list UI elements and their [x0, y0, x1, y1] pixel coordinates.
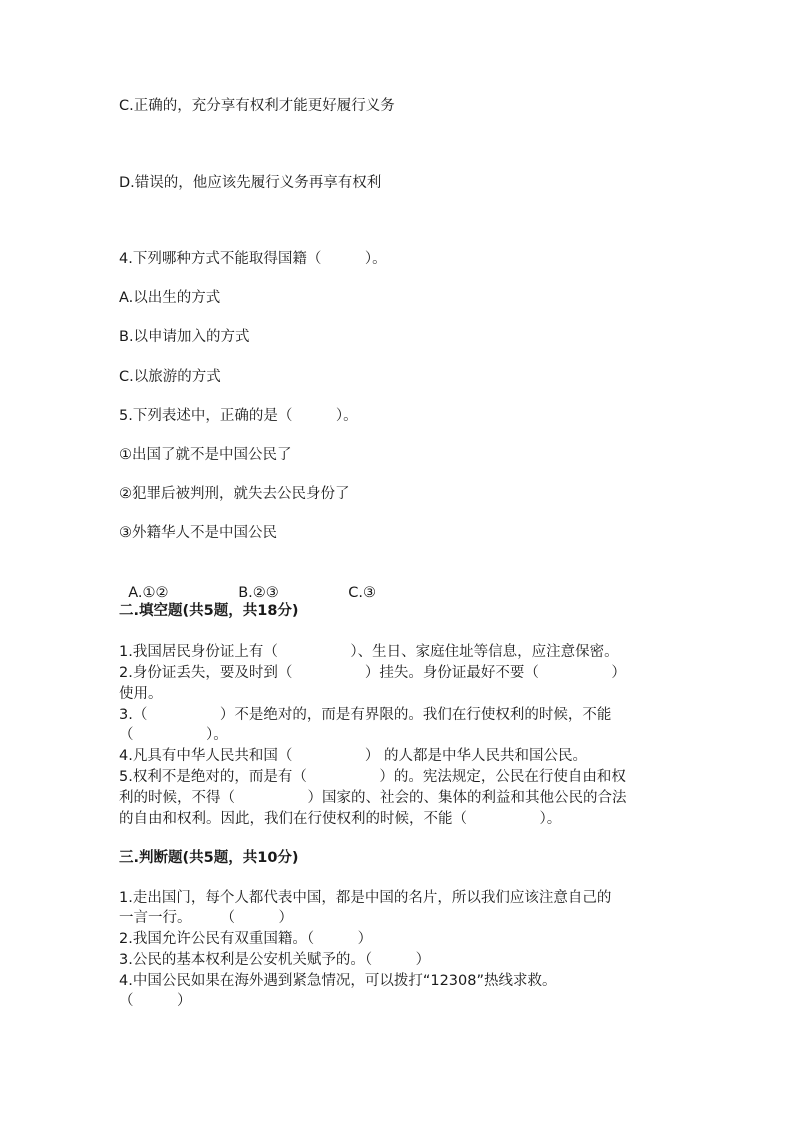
fill-line-9: 的自由和权利。因此，我们在行使权利的时候，不能（ ）。 — [119, 811, 562, 827]
q5-option-a: A.①② — [128, 585, 169, 601]
fill-line-3: 使用。 — [119, 686, 163, 702]
q4-option-c: C.以旅游的方式 — [119, 369, 221, 385]
fill-line-1: 1.我国居民身份证上有（ ）、生日、家庭住址等信息，应注意保密。 — [119, 644, 619, 660]
q5-option-b: B.②③ — [238, 585, 279, 601]
fill-line-7: 5.权利不是绝对的，而是有（ ）的。宪法规定，公民在行使自由和权 — [119, 769, 626, 785]
q3-option-c: C.正确的，充分享有权利才能更好履行义务 — [119, 98, 395, 114]
q4-option-b: B.以申请加入的方式 — [119, 329, 250, 345]
fill-line-2: 2.身份证丢失，要及时到（ ）挂失。身份证最好不要（ ） — [119, 665, 626, 681]
q5-statement-1: ①出国了就不是中国公民了 — [119, 447, 292, 463]
fill-line-5: （ ）。 — [119, 727, 228, 743]
judge-line-2: 一言一行。 （ ） — [119, 910, 293, 926]
q5-options — [119, 563, 376, 603]
q5-statement-3: ③外籍华人不是中国公民 — [119, 525, 277, 541]
q4-stem: 4.下列哪种方式不能取得国籍（ ）。 — [119, 251, 387, 267]
judge-line-1: 1.走出国门，每个人都代表中国，都是中国的名片，所以我们应该注意自己的 — [119, 890, 612, 906]
q3-option-d: D.错误的，他应该先履行义务再享有权利 — [119, 175, 382, 191]
judge-line-3: 2.我国允许公民有双重国籍。（ ） — [119, 931, 373, 947]
fill-line-4: 3.（ ）不是绝对的，而是有界限的。我们在行使权利的时候，不能 — [119, 707, 612, 723]
q4-option-a: A.以出生的方式 — [119, 290, 221, 306]
section-3-title: 三.判断题(共5题，共10分) — [119, 850, 299, 866]
q5-option-c: C.③ — [348, 585, 376, 601]
fill-line-6: 4.凡具有中华人民共和国（ ） 的人都是中华人民共和国公民。 — [119, 748, 587, 764]
judge-line-5: 4.中国公民如果在海外遇到紧急情况，可以拨打“12308”热线求救。 — [119, 973, 557, 989]
q5-stem: 5.下列表述中，正确的是（ ）。 — [119, 408, 358, 424]
judge-line-6: （ ） — [119, 993, 192, 1009]
section-2-title: 二.填空题(共5题，共18分) — [119, 603, 299, 619]
judge-line-4: 3.公民的基本权利是公安机关赋予的。（ ） — [119, 952, 431, 968]
fill-line-8: 利的时候，不得（ ）国家的、社会的、集体的利益和其他公民的合法 — [119, 790, 627, 806]
q5-statement-2: ②犯罪后被判刑，就失去公民身份了 — [119, 486, 350, 502]
